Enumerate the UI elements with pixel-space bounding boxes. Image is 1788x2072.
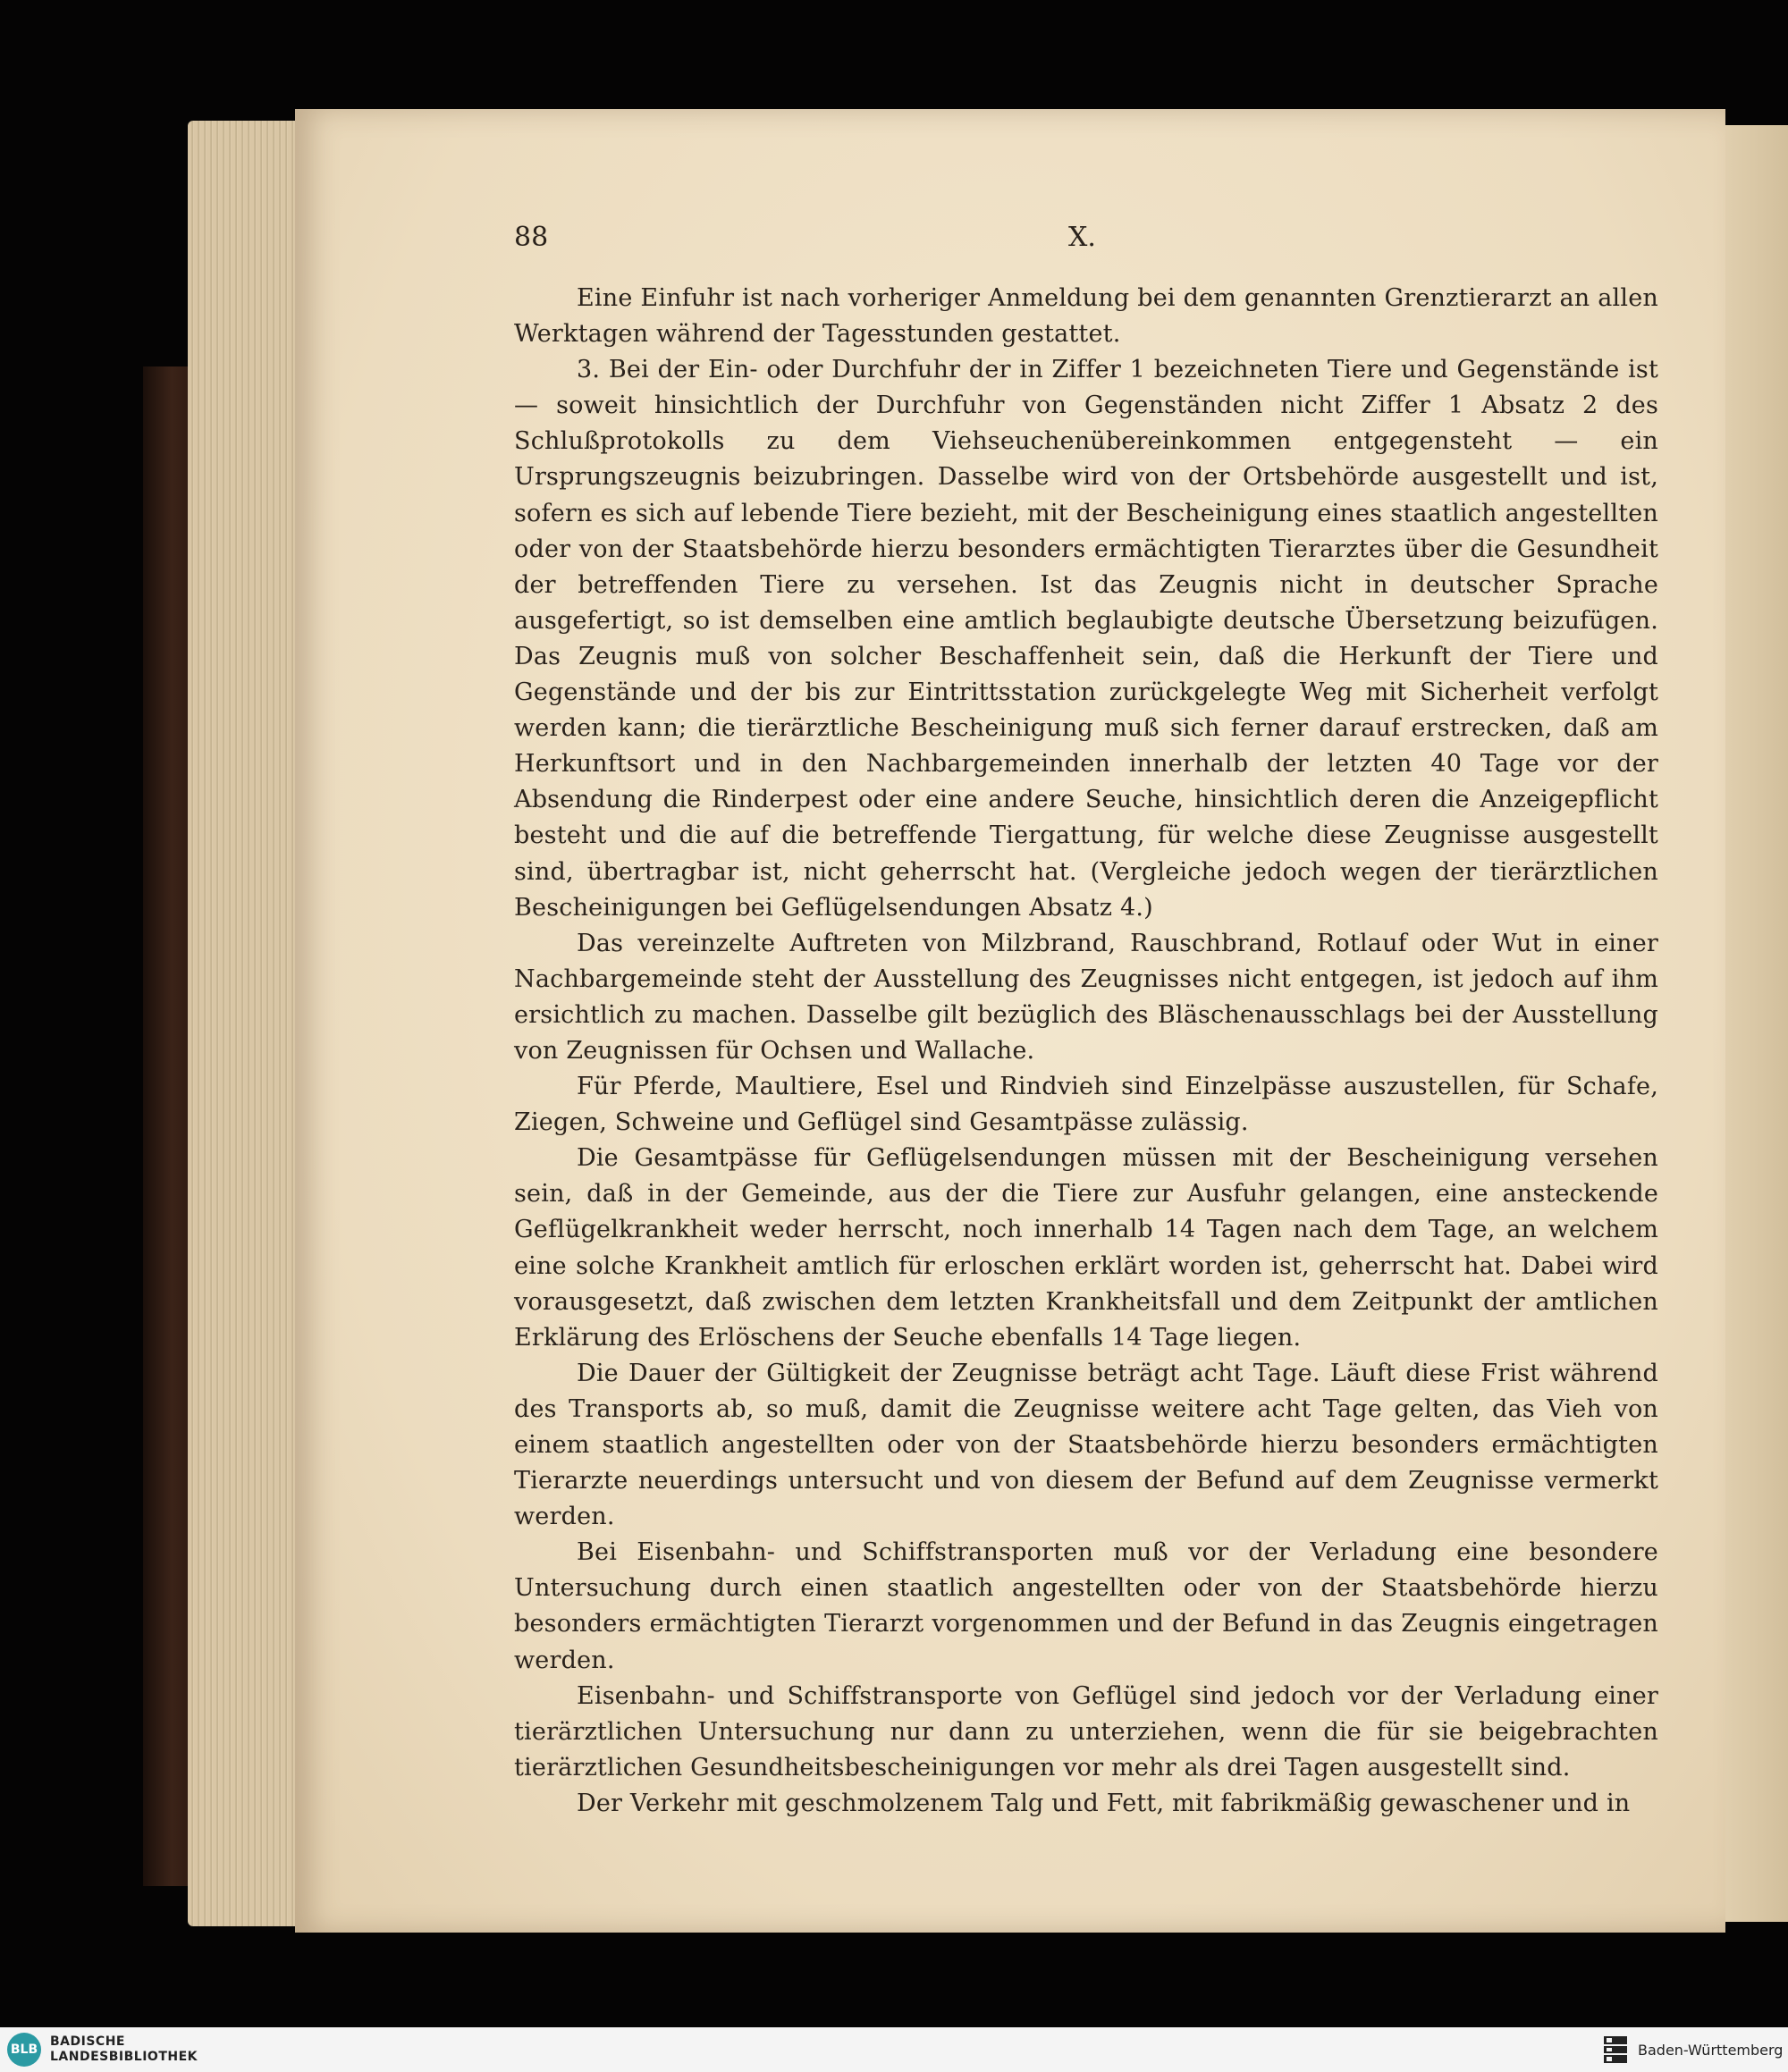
baden-wuerttemberg-lions-icon[interactable] (1602, 2034, 1629, 2065)
chapter-number: X. (1068, 222, 1096, 253)
page-number: 88 (514, 222, 549, 253)
paragraph: Das vereinzelte Auftreten von Milzbrand, Rauschbrand, Rotlauf oder Wut in einer Nachbargemeinde steht der Ausstellung des Zeugnisses nicht entgegen, ist jedoch auf ihm ersichtlich zu machen. Dasselbe gilt bezüglich des Bläschenausschlags bei der Ausstellung von Zeugnissen für Ochsen und Wallache. (514, 929, 1658, 1065)
page-stack-left (188, 121, 295, 1926)
state-name[interactable]: Baden-Württemberg (1638, 2042, 1784, 2059)
paragraph: Der Verkehr mit geschmolzenem Talg und Fett, mit fabrikmäßig gewaschener und in (577, 1789, 1631, 1817)
page-header (514, 222, 1658, 257)
paragraph: Bei Eisenbahn- und Schiffstransporten muß vor der Verladung eine besondere Untersuchung durch einen staatlich angestellten oder von der Staatsbehörde hierzu besonders ermächtigten Tierarzt vorgenommen und der Befund in das Zeugnis eingetragen werden. (514, 1538, 1658, 1674)
blb-logo-icon[interactable]: BLB (7, 2033, 41, 2067)
paragraph: Für Pferde, Maultiere, Esel und Rindvieh sind Einzelpässe auszustellen, für Schafe, Ziegen, Schweine und Geflügel sind Gesamtpässe zulässig. (514, 1073, 1658, 1137)
library-name-line1: BADISCHE (50, 2034, 125, 2049)
paragraph: Eisenbahn- und Schiffstransporte von Geflügel sind jedoch vor der Verladung einer tierärztlichen Untersuchung nur dann zu unterziehen, wenn die für sie beigebrachten tierärztlichen Gesundheitsbescheinigungen vor mehr als drei Tagen ausgestellt sind. (514, 1681, 1658, 1781)
paragraph: 3. Bei der Ein- oder Durchfuhr der in Ziffer 1 bezeichneten Tiere und Gegenstände ist — soweit hinsichtlich der Durchfuhr von Gegenständen nicht Ziffer 1 Absatz 2 des Schlußprotokolls zu dem Viehseuchenübereinkommen entgegensteht — ein Ursprungszeugnis beizubringen. Dasselbe wird von der Ortsbehörde ausgestellt und ist, sofern es sich auf lebende Tiere bezieht, mit der Bescheinigung eines staatlich angestellten oder von der Staatsbehörde hierzu besonders ermächtigten Tierarztes über die Gesundheit der betreffenden Tiere zu versehen. Ist das Zeugnis nicht in deutscher Sprache ausgefertigt, so ist demselben eine amtlich beglaubigte deutsche Übersetzung beizufügen. Das Zeugnis muß von solcher Beschaffenheit sein, daß die Herkunft der Tiere und Gegenstände und der bis zur Eintrittsstation zurückgelegte Weg mit Sicherheit verfolgt werden kann; die tierärztliche Bescheinigung muß sich ferner darauf erstrecken, daß am Herkunftsort und in den Nachbargemeinden innerhalb der letzten 40 Tage vor der Absendung die Rinderpest oder eine andere Seuche, hinsichtlich deren die Anzeigepflicht besteht und die auf die betreffende Tiergattung, für welche diese Zeugnisse ausgestellt sind, übertragbar ist, nicht geherrscht hat. (Vergleiche jedoch wegen der tierärztlichen Bescheinigungen bei Geflügelsendungen Absatz 4.) (514, 356, 1658, 922)
library-name-line2: LANDESBIBLIOTHEK (50, 2050, 198, 2064)
paragraph: Die Dauer der Gültigkeit der Zeugnisse beträgt acht Tage. Läuft diese Frist während des Transports ab, so muß, damit die Zeugnisse weitere acht Tage gelten, das Vieh von einem staatlich angestellten oder von der Staatsbehörde hierzu besonders ermächtigten Tierarzte neuerdings untersucht und von diesem der Befund auf dem Zeugnisse vermerkt werden. (514, 1359, 1658, 1531)
paragraph: Die Gesamtpässe für Geflügelsendungen müssen mit der Bescheinigung versehen sein, daß in der Gemeinde, aus der die Tiere zur Ausfuhr gelangen, eine ansteckende Geflügelkrankheit weder herrscht, noch innerhalb 14 Tagen nach dem Tage, an welchem eine solche Krankheit amtlich für erloschen erklärt worden ist, geherrscht hat. Dabei wird vorausgesetzt, daß zwischen dem letzten Krankheitsfall und dem Zeitpunkt der amtlichen Erklärung des Erlöschens der Seuche ebenfalls 14 Tage liegen. (514, 1144, 1658, 1352)
library-name[interactable] (50, 2034, 198, 2065)
body-text (514, 281, 1658, 1822)
page-stack-right (1716, 125, 1788, 1922)
footer-bar (0, 2027, 1788, 2072)
paragraph: Eine Einfuhr ist nach vorheriger Anmeldung bei dem genannten Grenztierarzt an allen Werktagen während der Tagesstunden gestattet. (514, 284, 1658, 349)
